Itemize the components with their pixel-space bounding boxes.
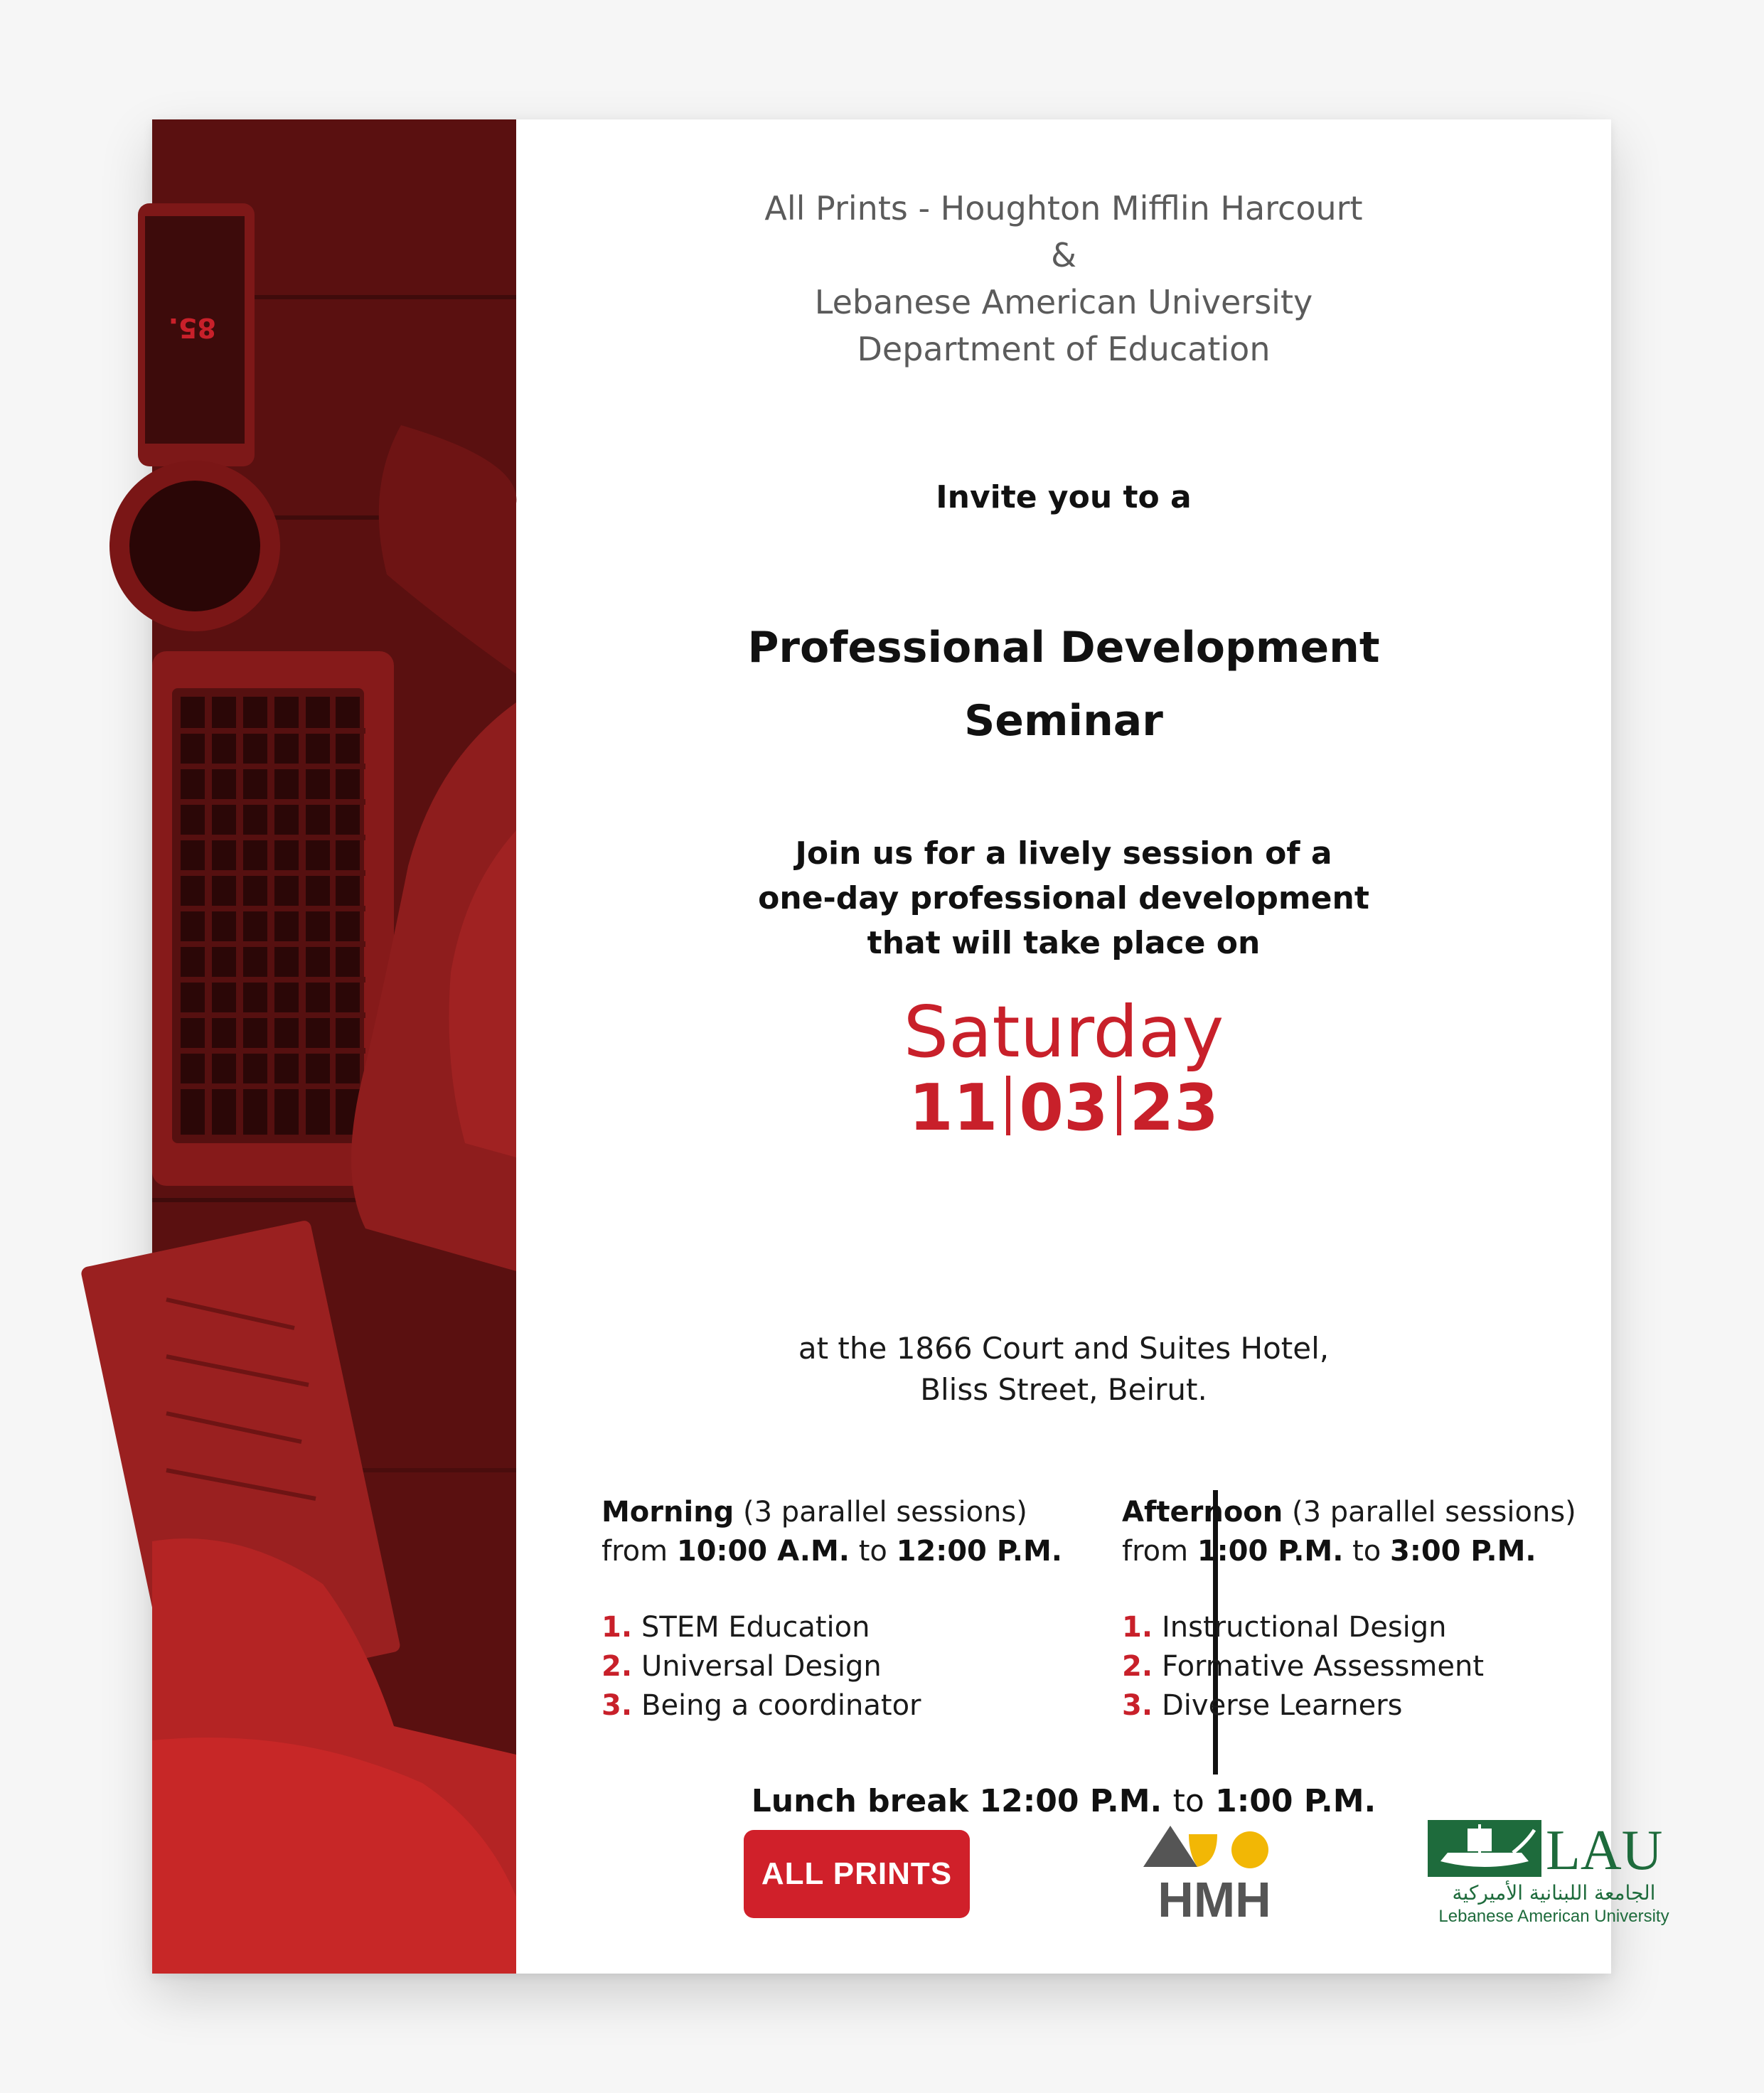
venue-line-2: Bliss Street, Beirut. [920,1372,1207,1407]
intro-line-3: that will take place on [867,925,1261,961]
date-year-number: 23 [1129,1071,1219,1145]
hmh-logo [1143,1826,1285,1925]
event-day: Saturday [903,990,1224,1074]
list-item-text: Instructional Design [1162,1611,1447,1644]
intro-line-2: one-day professional development [758,880,1369,916]
afternoon-end-time: 3:00 P.M. [1390,1535,1536,1568]
afternoon-time-range [1122,1532,1605,1571]
afternoon-label: Afternoon [1122,1496,1283,1529]
lunch-end-time: 1:00 P.M. [1215,1783,1377,1819]
date-month-number: 03 [1019,1071,1108,1145]
morning-start-time: 10:00 A.M. [676,1535,850,1568]
lunch-break [516,1783,1611,1819]
morning-end-time: 12:00 P.M. [896,1535,1062,1568]
morning-session-list [602,1608,1170,1725]
morning-label: Morning [602,1496,734,1529]
host-line-1: All Prints - Houghton Mifflin Harcourt [764,189,1363,228]
list-item-text: Being a coordinator [641,1689,921,1722]
event-title-line-1: Professional Development [747,623,1380,673]
lunch-to-word: to [1172,1783,1204,1819]
date-separator [1006,1076,1010,1135]
invitation-flyer [152,119,1669,1974]
all-prints-logo: ALL PRINTS [744,1830,970,1918]
host-ampersand: & [1051,236,1076,274]
morning-schedule [602,1493,1170,1725]
svg-text:85.: 85. [168,312,216,343]
afternoon-heading [1122,1493,1605,1532]
host-line-2: Lebanese American University [814,283,1313,321]
host-line-3: Department of Education [857,330,1271,368]
invite-text: Invite you to a [936,479,1192,515]
morning-heading [602,1493,1170,1532]
list-item-number: 2. [602,1650,633,1683]
lau-english-name: Lebanese American University [1438,1907,1669,1926]
list-item [1122,1686,1605,1725]
list-item-text: Formative Assessment [1162,1650,1485,1683]
list-item [602,1686,1170,1725]
list-item-number: 3. [1122,1689,1153,1722]
afternoon-from-word: from [1122,1535,1189,1568]
list-item-number: 1. [1122,1611,1153,1644]
morning-time-range [602,1532,1170,1571]
afternoon-sessions-note: (3 parallel sessions) [1291,1496,1576,1529]
afternoon-to-word: to [1352,1535,1381,1568]
list-item-number: 3. [602,1689,633,1722]
morning-to-word: to [858,1535,887,1568]
list-item [1122,1608,1605,1647]
lunch-label: Lunch break [751,1783,969,1819]
lau-arabic-name: الجامعة اللبنانية الأميركية [1452,1881,1656,1905]
date-separator [1117,1076,1121,1135]
list-item-number: 1. [602,1611,633,1644]
hmh-logo-text: HMH [1158,1872,1271,1927]
event-title-line-2: Seminar [964,696,1163,746]
hmh-logo-mark-icon [1143,1826,1285,1875]
lau-logo-text: LAU [1546,1819,1663,1882]
afternoon-schedule [1122,1493,1605,1725]
lunch-start-time: 12:00 P.M. [979,1783,1162,1819]
date-day-number: 11 [909,1071,998,1145]
event-date [516,1071,1611,1145]
invitation-content [516,119,1669,1974]
list-item [1122,1647,1605,1686]
list-item-text: Diverse Learners [1162,1689,1403,1722]
lau-ship-emblem-icon [1428,1820,1541,1877]
desk-photo-illustration [152,119,516,1974]
list-item [602,1647,1170,1686]
afternoon-start-time: 1:00 P.M. [1197,1535,1344,1568]
list-item [602,1608,1170,1647]
morning-sessions-note: (3 parallel sessions) [743,1496,1027,1529]
list-item-text: Universal Design [641,1650,882,1683]
desk-photo-panel [152,119,516,1974]
list-item-text: STEM Education [641,1611,870,1644]
list-item-number: 2. [1122,1650,1153,1683]
afternoon-session-list [1122,1608,1605,1725]
morning-from-word: from [602,1535,668,1568]
venue-line-1: at the 1866 Court and Suites Hotel, [798,1331,1330,1366]
intro-line-1: Join us for a lively session of a [795,835,1332,872]
lau-logo [1428,1820,1684,1927]
